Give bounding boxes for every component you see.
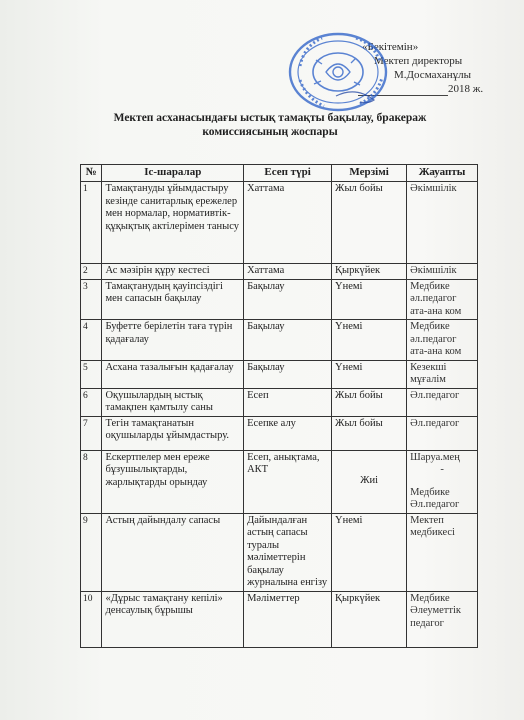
row-report-type: Есепке алу	[244, 416, 332, 450]
row-activity: «Дұрыс тамақтану кепілі» денсаулық бұрышы	[102, 591, 244, 647]
responsible-line: -	[440, 464, 444, 475]
row-deadline: Үнемі	[332, 320, 407, 361]
responsible-line: Әлеуметтік	[410, 605, 461, 616]
row-deadline: Жиі	[332, 450, 407, 513]
responsible-line: Медбике	[410, 486, 450, 498]
row-responsible	[407, 591, 478, 647]
responsible-line: мұғалім	[410, 374, 446, 385]
row-deadline: Қыркүйек	[332, 264, 407, 280]
title-line-2: комиссиясының жоспары	[202, 126, 338, 138]
table-row	[81, 182, 478, 264]
row-report-type: Есеп, анықтама, АКТ	[244, 450, 332, 513]
row-responsible	[407, 513, 478, 591]
responsible-line: Медбике	[410, 321, 450, 332]
row-activity: Тегін тамақтанатын оқушыларды ұйымдастыру.	[102, 416, 244, 450]
table-row	[81, 513, 478, 591]
row-report-type: Дайындалған астың сапасы туралы мәліметтерін бақылау журналына енгізу	[244, 513, 332, 591]
table-row	[81, 591, 478, 647]
table-row	[81, 388, 478, 416]
row-number: 3	[81, 279, 102, 320]
row-responsible	[407, 320, 478, 361]
responsible-line: әл.педагог	[410, 293, 457, 304]
row-number: 2	[81, 264, 102, 280]
row-activity: Ас мәзірін құру кестесі	[102, 264, 244, 280]
row-responsible	[407, 360, 478, 388]
row-deadline: Қыркүйек	[332, 591, 407, 647]
header-number: №	[81, 165, 102, 182]
header-deadline: Мерзімі	[332, 165, 407, 182]
row-number: 5	[81, 360, 102, 388]
row-report-type: Бақылау	[244, 279, 332, 320]
row-deadline: Жыл бойы	[332, 416, 407, 450]
approval-heading: «Бекітемін»	[362, 41, 419, 53]
approval-year: 2018 ж.	[448, 83, 484, 95]
responsible-line: Әкімшілік	[410, 265, 457, 276]
row-report-type: Бақылау	[244, 360, 332, 388]
row-number: 6	[81, 388, 102, 416]
table-row	[81, 279, 478, 320]
row-deadline: Жыл бойы	[332, 388, 407, 416]
responsible-line: Әкімшілік	[410, 183, 457, 194]
row-responsible	[407, 182, 478, 264]
row-report-type: Мәліметтер	[244, 591, 332, 647]
header-responsible: Жауапты	[407, 165, 478, 182]
row-responsible	[407, 388, 478, 416]
row-number: 10	[81, 591, 102, 647]
row-activity: Астың дайындалу сапасы	[102, 513, 244, 591]
row-deadline: Үнемі	[332, 360, 407, 388]
header-report-type: Есеп түрі	[244, 165, 332, 182]
responsible-line: Әл.педагог	[410, 389, 460, 401]
row-activity: Буфетте берілетін таға түрін қадағалау	[102, 320, 244, 361]
row-number: 8	[81, 450, 102, 513]
row-number: 7	[81, 416, 102, 450]
responsible-line: ата-ана ком	[410, 346, 462, 357]
responsible-line: әл.педагог	[410, 333, 457, 345]
header-activities: Іс-шаралар	[102, 165, 244, 182]
responsible-line: педагог	[410, 617, 444, 629]
school-seal-stamp-icon	[286, 30, 396, 114]
title-line-1: Мектеп асханасындағы ыстық тамақты бақылау, бракераж	[113, 112, 427, 124]
plan-table	[80, 164, 478, 648]
table-row	[81, 416, 478, 450]
approval-position: Мектеп директоры	[374, 55, 463, 67]
row-number: 1	[81, 182, 102, 264]
row-responsible	[407, 279, 478, 320]
row-activity: Тамақтанудың қауіпсіздігі мен сапасын бақылау	[102, 279, 244, 320]
row-report-type: Хаттама	[244, 182, 332, 264]
table-row	[81, 360, 478, 388]
row-number: 4	[81, 320, 102, 361]
approval-signatory: М.Досмаханұлы	[394, 69, 471, 81]
row-deadline: Жыл бойы	[332, 182, 407, 264]
responsible-line: Шаруа.мең	[410, 451, 460, 463]
row-responsible	[407, 264, 478, 280]
responsible-line: Кезекші	[410, 361, 447, 373]
row-activity: Ескертпелер мен ереже бұзушылықтарды, жарлықтарды орындау	[102, 450, 244, 513]
row-responsible	[407, 450, 478, 513]
responsible-line: Әл.педагог	[410, 417, 460, 429]
row-deadline: Үнемі	[332, 279, 407, 320]
table-row	[81, 264, 478, 280]
responsible-line: Әл.педагог	[410, 499, 460, 510]
row-report-type: Хаттама	[244, 264, 332, 280]
row-activity: Тамақтануды ұйымдастыру кезінде санитарлық ережелер мен нормалар, нормативтік-құқықтық актілерімен танысу	[102, 182, 244, 264]
row-activity: Оқушылардың ыстық тамақпен қамтылу саны	[102, 388, 244, 416]
responsible-line: Медбике	[410, 280, 450, 292]
document-title	[90, 111, 450, 139]
table-body	[81, 182, 478, 648]
table-row	[81, 450, 478, 513]
responsible-line: Мектеп	[410, 514, 444, 526]
row-report-type: Бақылау	[244, 320, 332, 361]
table-header-row	[81, 165, 478, 182]
row-report-type: Есеп	[244, 388, 332, 416]
row-responsible	[407, 416, 478, 450]
responsible-line: медбикесі	[410, 527, 455, 538]
table-row	[81, 320, 478, 361]
row-activity: Асхана тазалығын қадағалау	[102, 360, 244, 388]
responsible-line: Медбике	[410, 592, 450, 604]
row-number: 9	[81, 513, 102, 591]
responsible-line: ата-ана ком	[410, 305, 462, 317]
row-deadline: Үнемі	[332, 513, 407, 591]
